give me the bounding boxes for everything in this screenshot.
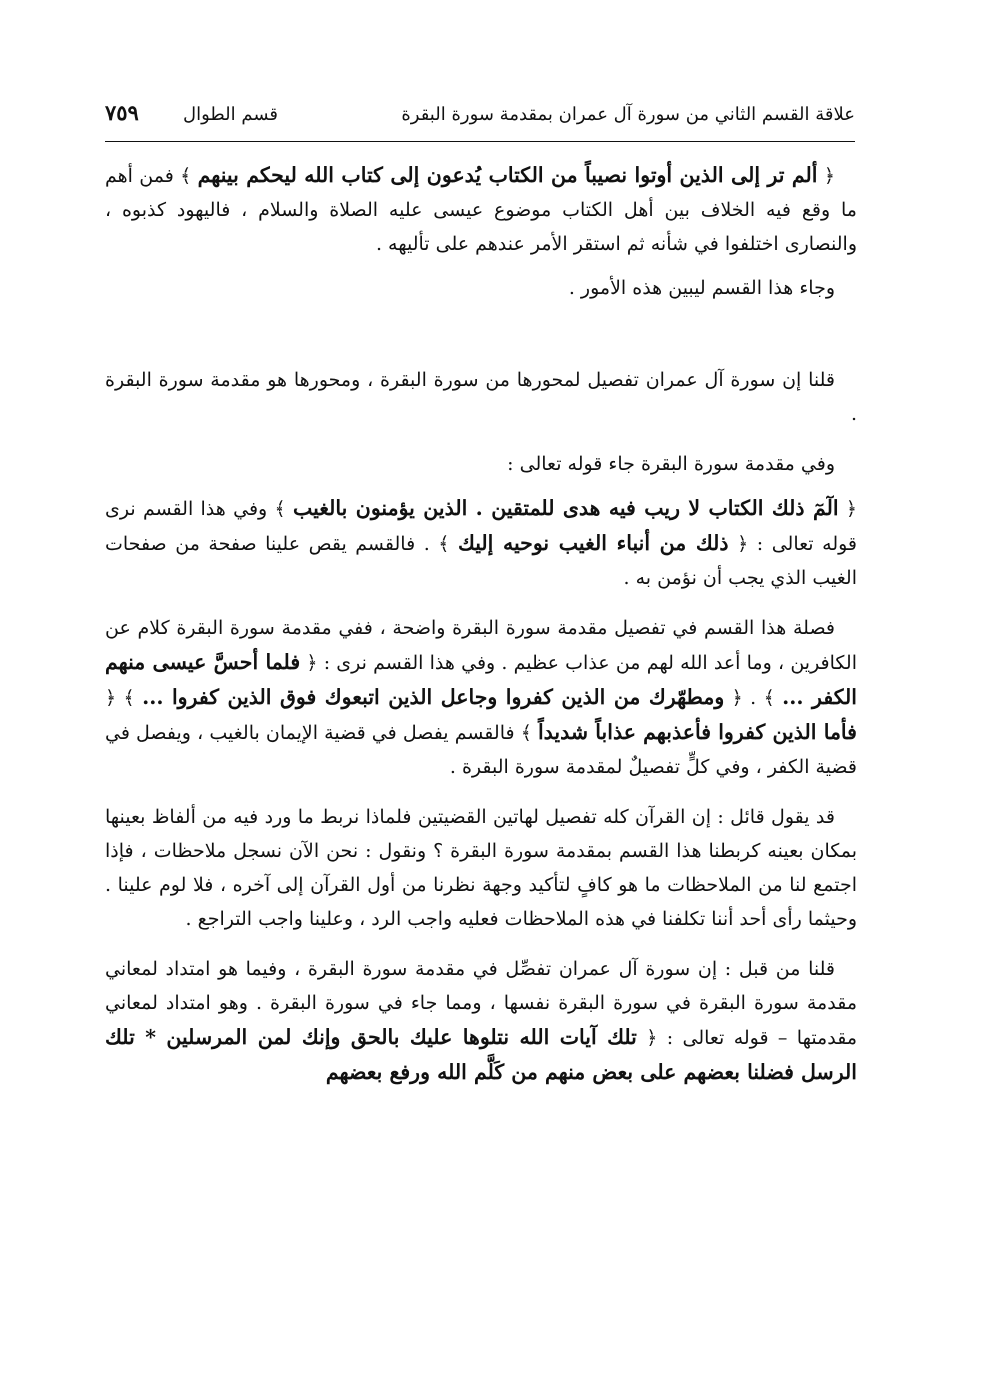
body-run: ﴾ . فالقسم يقص علينا صفحة من صفحات الغيب الذي يجب أن نؤمن به . xyxy=(105,533,857,589)
body-run: وجاء هذا القسم ليبين هذه الأمور . xyxy=(568,277,835,299)
body-run: وفي مقدمة سورة البقرة جاء قوله تعالى : xyxy=(507,453,835,475)
body-run: ﴾ فالقسم يفصل في قضية الإيمان بالغيب ، ويفصل في قضية الكفر ، وفي كلٍّ تفصيلٌ لمقدمة سورة البقرة . xyxy=(105,722,857,778)
header-rule xyxy=(105,141,855,142)
paragraph xyxy=(105,271,857,305)
paragraph xyxy=(105,363,857,431)
quran-verse-text: تلك آيات الله نتلوها عليك بالحق وإنك لمن المرسلين * تلك الرسل فضلنا بعضهم على بعض منهم من كَلَّم الله ورفع بعضهم xyxy=(105,1025,857,1084)
body-run: قلنا من قبل : إن سورة آل عمران تفصِّل في مقدمة سورة البقرة ، وفيما هو امتداد لمعاني مقدمة سورة البقرة في سورة البقرة نفسها ، ومما جاء في سورة البقرة . وهو امتداد لمعاني مقدمتها – قوله تعالى : ﴿ xyxy=(105,958,857,1049)
body-run: ﴾ xyxy=(180,165,198,187)
header-section: قسم الطوال xyxy=(183,104,278,125)
body-run: ﴿ xyxy=(817,165,835,187)
header-title: علاقة القسم الثاني من سورة آل عمران بمقدمة سورة البقرة xyxy=(401,104,855,125)
paragraph xyxy=(105,952,857,1090)
body-run: ﴾ ﴿ xyxy=(105,687,143,709)
paragraph xyxy=(105,158,857,261)
paragraph xyxy=(105,491,857,595)
paragraph xyxy=(105,447,857,481)
quran-verse-text: ألم تر إلى الذين أوتوا نصيباً من الكتاب يُدعون إلى كتاب الله ليحكم بينهم xyxy=(197,163,818,187)
paragraph xyxy=(105,800,857,936)
quran-verse-text: ذلك من أنباء الغيب نوحيه إليك xyxy=(457,531,729,555)
body-run: ﴾ . ﴿ xyxy=(724,687,783,709)
quran-verse-text: الٓمٓ ذلك الكتاب لا ريب فيه هدى للمتقين . الذين يؤمنون بالغيب xyxy=(292,496,839,520)
paragraph xyxy=(105,611,857,784)
quran-verse-text: ومطهّرك من الذين كفروا وجاعل الذين اتبعوك فوق الذين كفروا ... xyxy=(142,685,725,709)
body-run: ﴿ xyxy=(838,498,857,520)
body-run: قلنا إن سورة آل عمران تفصيل لمحورها من سورة البقرة ، ومحورها هو مقدمة سورة البقرة . xyxy=(105,369,857,425)
quran-verse-text: فلما أحسَّ عيسى منهم الكفر ... xyxy=(105,650,858,709)
body-run: فمن أهم ما وقع فيه الخلاف بين أهل الكتاب موضوع عيسى عليه الصلاة والسلام ، فاليهود كذبوه ، والنصارى اختلفوا في شأنه ثم استقر الأمر عندهم على تأليهه . xyxy=(105,165,857,255)
quran-verse-text: فأما الذين كفروا فأعذبهم عذاباً شديداً xyxy=(537,720,857,744)
page-number: ٧٥٩ xyxy=(105,100,139,125)
body-text xyxy=(105,158,857,1090)
body-run: قد يقول قائل : إن القرآن كله تفصيل لهاتين القضيتين فلماذا نربط ما ورد فيه من ألفاظ بعينها بمكان بعينه كربطنا هذا القسم بمقدمة سورة البقرة ؟ ونقول : نحن الآن نسجل ملاحظات ، فإذا اجتمع لنا من الملاحظات ما هو كافٍ لتأكيد وجهة نظرنا من أول القرآن إلى آخره ، فلا لوم علينا . وحيثما رأى أحد أننا تكلفنا في هذه الملاحظات فعليه واجب الرد ، وعلينا واجب التراجع . xyxy=(105,806,857,930)
body-run: فصلة هذا القسم في تفصيل مقدمة سورة البقرة واضحة ، ففي مقدمة سورة البقرة كلام عن الكافرين ، وما أعد الله لهم من عذاب عظيم . وفي هذا القسم نرى : ﴿ xyxy=(105,617,857,674)
body-run: ﴾ وفي هذا القسم نرى قوله تعالى : ﴿ xyxy=(105,498,858,555)
running-header xyxy=(105,96,855,136)
